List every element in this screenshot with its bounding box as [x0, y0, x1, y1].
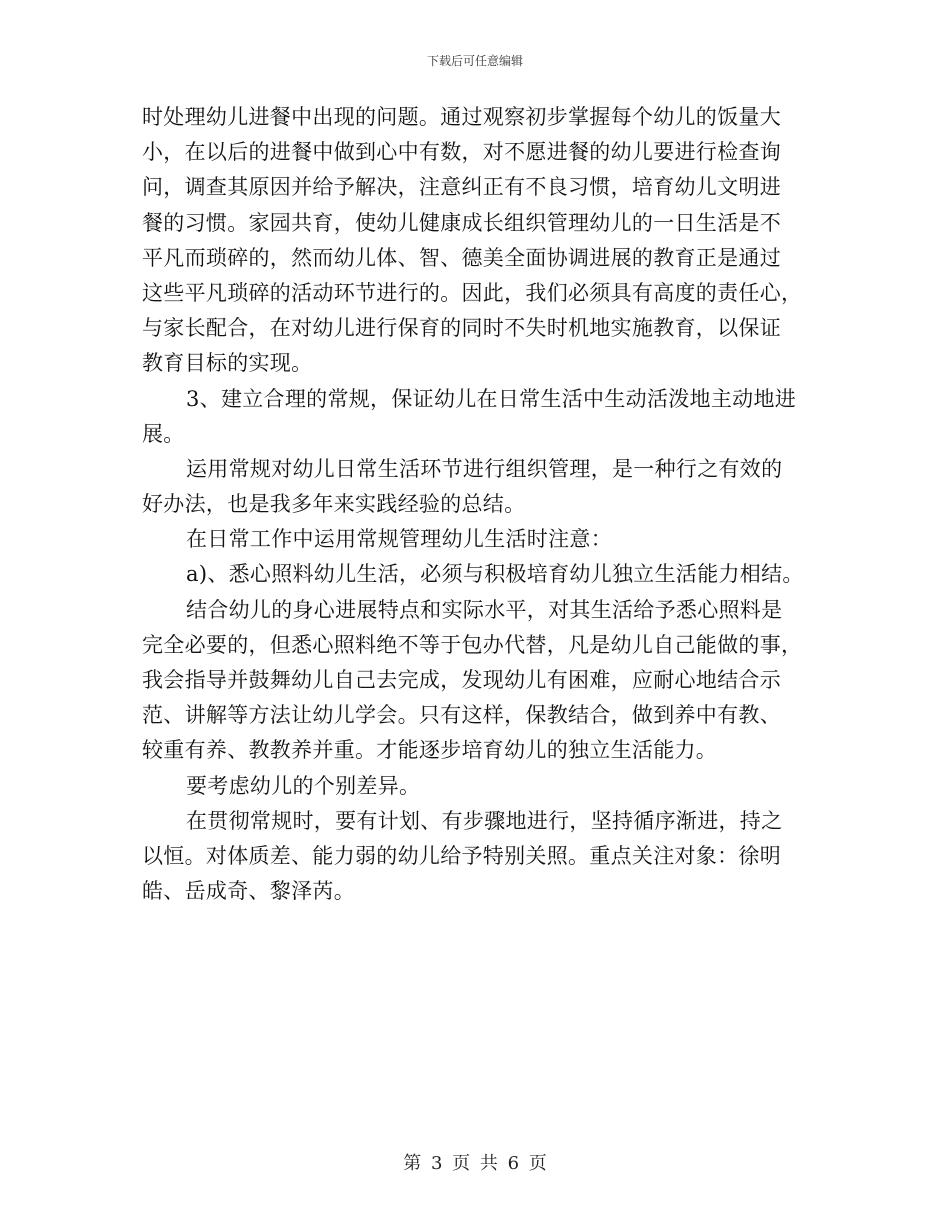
section-heading-line: 3、建立合理的常规，保证幼儿在日常生活中生动活泼地主动地进 — [186, 386, 797, 411]
text-line: 这些平凡琐碎的活动环节进行的。因此，我们必须具有高度的责任心， — [142, 280, 803, 305]
text-line: 展。 — [142, 421, 185, 446]
text-line: 我会指导并鼓舞幼儿自己去完成，发现幼儿有困难，应耐心地结合示 — [142, 668, 781, 692]
document-body — [142, 100, 814, 909]
text-line: 与家长配合，在对幼儿进行保育的同时不失时机地实施教育，以保证 — [142, 316, 781, 341]
paragraph-first-line: 要考虑幼儿的个别差异。 — [186, 773, 421, 798]
text-line: 范、讲解等方法让幼儿学会。只有这样，保教结合，做到养中有教、 — [142, 703, 781, 728]
text-line: 完全必要的，但悉心照料绝不等于包办代替，凡是幼儿自己能做的事， — [142, 632, 803, 657]
page-header: 下载后可任意编辑 — [426, 54, 523, 68]
text-line: 教育目标的实现。 — [142, 351, 313, 376]
text-line: 平凡而琐碎的，然而幼儿体、智、德美全面协调进展的教育正是通过 — [142, 245, 781, 270]
text-line: 较重有养、教教养并重。才能逐步培育幼儿的独立生活能力。 — [142, 738, 718, 763]
text-line: 以恒。对体质差、能力弱的幼儿给予特别关照。重点关注对象：徐明 — [142, 843, 781, 868]
text-line: 时处理幼儿进餐中出现的问题。通过观察初步掌握每个幼儿的饭量大 — [142, 105, 781, 129]
paragraph-first-line: 运用常规对幼儿日常生活环节进行组织管理，是一种行之有效的 — [186, 456, 783, 481]
page-number-footer: 第 3 页 共 6 页 — [403, 1153, 547, 1174]
sub-heading-line: a)、悉心照料幼儿生活，必须与积极培育幼儿独立生活能力相结。 — [186, 562, 804, 587]
paragraph-first-line: 结合幼儿的身心进展特点和实际水平，对其生活给予悉心照料是 — [186, 597, 783, 622]
paragraph-first-line: 在贯彻常规时，要有计划、有步骤地进行，坚持循序渐进，持之 — [186, 808, 783, 833]
text-line: 皓、岳成奇、黎泽芮。 — [142, 879, 355, 904]
text-line: 餐的习惯。家园共育，使幼儿健康成长组织管理幼儿的一日生活是不 — [142, 210, 781, 235]
text-line: 小，在以后的进餐中做到心中有数，对不愿进餐的幼儿要进行检查询 — [142, 140, 781, 165]
text-line: 问，调查其原因并给予解决，注意纠正有不良习惯，培育幼儿文明进 — [142, 175, 781, 200]
paragraph-first-line: 在日常工作中运用常规管理幼儿生活时注意： — [186, 527, 612, 552]
text-line: 好办法，也是我多年来实践经验的总结。 — [142, 492, 526, 517]
